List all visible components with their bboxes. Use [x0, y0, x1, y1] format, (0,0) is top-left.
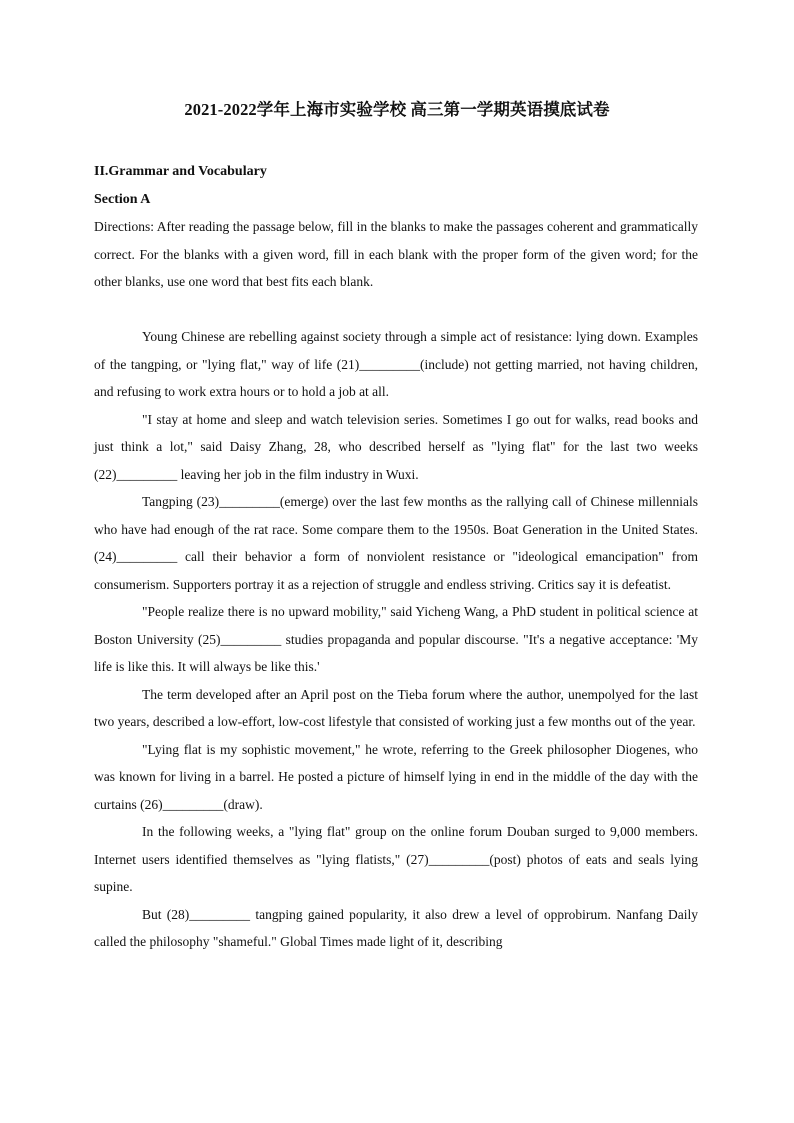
page-title: 2021-2022学年上海市实验学校 高三第一学期英语摸底试卷: [184, 100, 610, 119]
directions-text: Directions: After reading the passage below, fill in the blanks to make the passages coherent and grammatically correct. For the blanks with a given word, fill in each blank with the proper form of the given word; for the other blanks, use one word that best fits each blank.: [94, 219, 698, 289]
subsection-heading: Section A: [94, 191, 151, 207]
passage-paragraph: The term developed after an April post on the Tieba forum where the author, unempolyed for the last two years, described a low-effort, low-cost lifestyle that consisted of working just a few months out of the year.: [94, 686, 698, 729]
document-body: [94, 158, 698, 956]
passage-paragraph: "I stay at home and sleep and watch television series. Sometimes I go out for walks, read books and just think a lot," said Daisy Zhang, 28, who described herself as "lying flat" for the last two weeks (22)_________ leaving her job in the film industry in Wuxi.: [94, 411, 698, 482]
section-heading: II.Grammar and Vocabulary: [94, 164, 267, 179]
passage-paragraph: Young Chinese are rebelling against society through a simple act of resistance: lying down. Examples of the tangping, or "lying flat," way of life (21)_________(include) not getting married, not having children, and refusing to work extra hours or to hold a job at all.: [94, 329, 698, 399]
passage-paragraph: "People realize there is no upward mobility," said Yicheng Wang, a PhD student in political science at Boston University (25)_________ studies propaganda and popular discourse. "It's a negative acceptance: 'My life is like this. It will always be like this.': [94, 604, 698, 674]
passage-paragraph: In the following weeks, a "lying flat" group on the online forum Douban surged to 9,000 members. Internet users identified themselves as "lying flatists," (27)_________(post) photos of eats and seals lying supine.: [94, 824, 698, 894]
passage-paragraph: But (28)_________ tangping gained popularity, it also drew a level of opprobirum. Nanfang Daily called the philosophy "shameful." Global Times made light of it, describing: [94, 906, 698, 949]
passage-paragraph: Tangping (23)_________(emerge) over the last few months as the rallying call of Chinese millennials who have had enough of the rat race. Some compare them to the 1950s. Boat Generation in the United States. (24)_________ call their behavior a form of nonviolent resistance or "ideological emancipation" from consumerism. Supporters portray it as a rejection of struggle and endless striving. Critics say it is defeatist.: [94, 494, 698, 592]
passage-paragraph: "Lying flat is my sophistic movement," he wrote, referring to the Greek philosopher Diogenes, who was known for living in a barrel. He posted a picture of himself lying in end in the middle of the day with the curtains (26)_________(draw).: [94, 741, 698, 812]
